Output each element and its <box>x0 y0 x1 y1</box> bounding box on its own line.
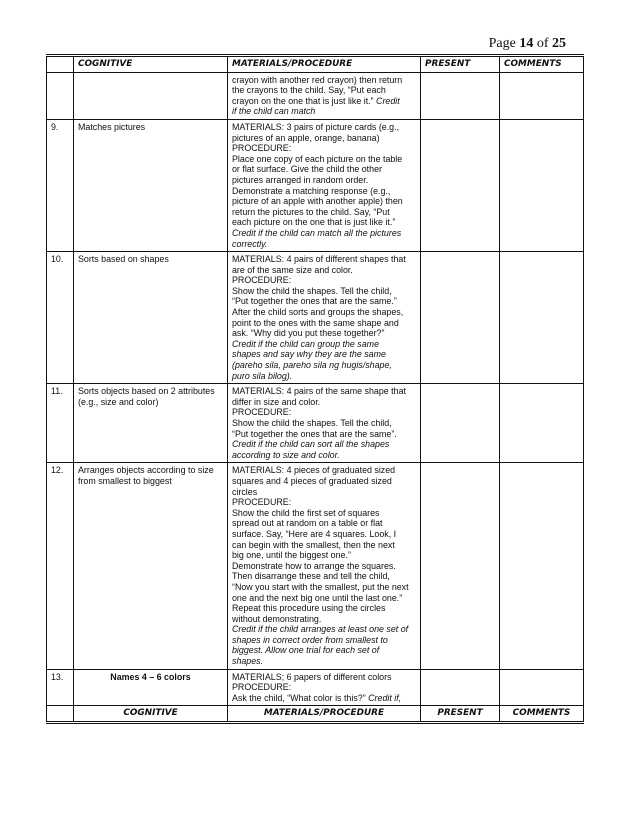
procedure-line-text: Show the child the shapes. Tell the child, <box>232 418 392 428</box>
procedure-line <box>232 497 416 508</box>
procedure-line <box>232 656 416 667</box>
procedure-line <box>232 407 416 418</box>
present-cell[interactable] <box>421 119 500 251</box>
table-body <box>47 72 584 706</box>
procedure-line <box>232 275 416 286</box>
skill-description: Names 4 – 6 colors <box>74 669 228 706</box>
procedure-line <box>232 593 416 604</box>
procedure-line-text: PROCEDURE: <box>232 497 292 508</box>
procedure-line-text: biggest. Allow one trial for each set of <box>232 645 380 656</box>
procedure-line-text: “Now you start with the smallest, put the next <box>232 581 409 592</box>
procedure-line-text: Repeat this procedure using the circles <box>232 603 386 614</box>
procedure-line-text: PROCEDURE: <box>232 407 292 418</box>
procedure-line <box>232 328 416 339</box>
procedure-line-text: are of the same size and color. <box>232 264 353 275</box>
procedure-line <box>232 239 416 250</box>
procedure-line-text: Credit if the child arranges at least one set of <box>232 624 409 635</box>
procedure-line <box>232 603 416 614</box>
procedure-line-text: MATERIALS: 4 pairs of different shapes that <box>232 254 406 265</box>
procedure-line-text: big one, until the biggest one.” <box>232 550 351 561</box>
comments-cell[interactable] <box>500 384 584 463</box>
table-row <box>47 669 584 706</box>
table-row <box>47 252 584 384</box>
procedure-line-text: pictures arranged in random order. <box>232 174 369 185</box>
procedure-line <box>232 518 416 529</box>
procedure-line <box>232 571 416 582</box>
procedure-line <box>232 96 416 107</box>
procedure-line-text: each picture on the one that is just like it.” <box>232 217 396 228</box>
procedure-line-credit: Credit if, <box>368 692 402 703</box>
procedure-line-text: PROCEDURE: <box>232 275 292 286</box>
procedure-line <box>232 318 416 329</box>
procedure-line-text: shapes and say why they are the same <box>232 349 386 360</box>
materials-procedure <box>228 72 421 119</box>
procedure-line-text: shapes in correct order from smallest to <box>232 634 388 645</box>
materials-procedure <box>228 252 421 384</box>
procedure-line <box>232 450 416 461</box>
procedure-line-text: squares and 4 pieces of graduated sized <box>232 475 392 486</box>
procedure-line <box>232 228 416 239</box>
procedure-line-text: picture of an apple with another apple) then <box>232 196 403 207</box>
procedure-line <box>232 561 416 572</box>
comments-cell[interactable] <box>500 119 584 251</box>
procedure-line-text: according to size and color. <box>232 449 340 460</box>
procedure-line-text: if the child can match <box>232 106 316 117</box>
procedure-line-text: circles <box>232 486 258 497</box>
procedure-line <box>232 154 416 165</box>
present-cell[interactable] <box>421 252 500 384</box>
comments-cell[interactable] <box>500 669 584 706</box>
procedure-line <box>232 624 416 635</box>
skill-description: Sorts based on shapes <box>74 252 228 384</box>
procedure-line <box>232 85 416 96</box>
item-number: 10. <box>47 252 74 384</box>
table-row <box>47 119 584 251</box>
procedure-line-text: Credit if the child can sort all the shapes <box>232 439 390 450</box>
procedure-line-text: ask. “Why did you put these together?” <box>232 328 385 339</box>
procedure-line-text: spread out at random on a table or flat <box>232 518 383 529</box>
procedure-line-text: without demonstrating. <box>232 613 322 624</box>
item-number: 9. <box>47 119 74 251</box>
procedure-line <box>232 106 416 117</box>
procedure-line-text: Ask the child, “What color is this?” <box>232 692 369 703</box>
procedure-line <box>232 186 416 197</box>
procedure-line <box>232 672 416 683</box>
header-present: PRESENT <box>421 56 500 73</box>
item-number <box>47 72 74 119</box>
procedure-line-text: After the child sorts and groups the shapes, <box>232 307 404 318</box>
procedure-line <box>232 439 416 450</box>
procedure-line-text: MATERIALS; 6 papers of different colors <box>232 671 392 682</box>
procedure-line-text: Show the child the shapes. Tell the child, <box>232 285 392 296</box>
procedure-line <box>232 339 416 350</box>
page-current: 14 <box>519 36 534 51</box>
procedure-line-text: MATERIALS: 4 pairs of the same shape that <box>232 386 406 397</box>
procedure-line-text: puro sila bilog). <box>232 370 293 381</box>
table-row <box>47 463 584 669</box>
procedure-line-text: Demonstrate a matching response (e.g., <box>232 185 391 196</box>
skill-description: Sorts objects based on 2 attributes (e.g., size and color) <box>74 384 228 463</box>
footer-present: PRESENT <box>421 706 500 723</box>
procedure-line-text: correctly. <box>232 238 268 249</box>
procedure-line <box>232 508 416 519</box>
procedure-line-text: Credit if the child can match all the pictures <box>232 227 402 238</box>
table-row <box>47 384 584 463</box>
procedure-line <box>232 133 416 144</box>
header-number-cell <box>47 56 74 73</box>
procedure-line <box>232 307 416 318</box>
procedure-line <box>232 371 416 382</box>
procedure-line-text: crayon on the one that is just like it.” <box>232 95 377 106</box>
procedure-line <box>232 122 416 133</box>
header-materials: MATERIALS/PROCEDURE <box>228 56 421 73</box>
present-cell[interactable] <box>421 463 500 669</box>
procedure-line <box>232 682 416 693</box>
materials-procedure <box>228 669 421 706</box>
procedure-line <box>232 550 416 561</box>
comments-cell[interactable] <box>500 72 584 119</box>
procedure-line <box>232 286 416 297</box>
procedure-line <box>232 487 416 498</box>
present-cell[interactable] <box>421 72 500 119</box>
table-row <box>47 72 584 119</box>
item-number: 12. <box>47 463 74 669</box>
materials-procedure <box>228 384 421 463</box>
procedure-line <box>232 582 416 593</box>
skill-description: Matches pictures <box>74 119 228 251</box>
procedure-line-text: surface. Say, “Here are 4 squares. Look, I <box>232 528 397 539</box>
comments-cell[interactable] <box>500 463 584 669</box>
procedure-line-text: point to the ones with the same shape and <box>232 317 399 328</box>
skill-description: Arranges objects according to size from smallest to biggest <box>74 463 228 669</box>
procedure-line <box>232 164 416 175</box>
procedure-line-text: MATERIALS: 3 pairs of picture cards (e.g., <box>232 121 400 132</box>
page-label: Page <box>488 36 516 51</box>
procedure-line-text: or flat surface. Give the child the other <box>232 164 382 175</box>
procedure-line <box>232 645 416 656</box>
procedure-line-text: return the pictures to the child. Say, “Put <box>232 206 390 217</box>
procedure-line-text: “Put together the ones that are the same.” <box>232 296 397 307</box>
procedure-line <box>232 265 416 276</box>
procedure-line-text: differ in size and color. <box>232 396 321 407</box>
page-number <box>489 36 566 52</box>
procedure-line <box>232 476 416 487</box>
procedure-line-text: Then disarrange these and tell the child, <box>232 571 390 582</box>
procedure-line-text: can begin with the smallest, then the next <box>232 539 395 550</box>
procedure-line <box>232 175 416 186</box>
procedure-line-text: (pareho sila, pareho sila ng hugis/shape, <box>232 360 392 371</box>
header-comments: COMMENTS <box>500 56 584 73</box>
procedure-line <box>232 207 416 218</box>
procedure-line <box>232 465 416 476</box>
procedure-line <box>232 540 416 551</box>
procedure-line <box>232 635 416 646</box>
procedure-line-text: PROCEDURE: <box>232 143 292 154</box>
procedure-line-text: Show the child the first set of squares <box>232 507 380 518</box>
procedure-line <box>232 418 416 429</box>
procedure-line <box>232 386 416 397</box>
procedure-line-text: pictures of an apple, orange, banana) <box>232 132 380 143</box>
procedure-line <box>232 614 416 625</box>
comments-cell[interactable] <box>500 252 584 384</box>
footer-materials: MATERIALS/PROCEDURE <box>228 706 421 723</box>
procedure-line <box>232 693 416 704</box>
item-number: 13. <box>47 669 74 706</box>
footer-cognitive: COGNITIVE <box>74 706 228 723</box>
skill-description <box>74 72 228 119</box>
footer-number-cell <box>47 706 74 723</box>
procedure-line <box>232 397 416 408</box>
footer-comments: COMMENTS <box>500 706 584 723</box>
procedure-line-text: Credit if the child can group the same <box>232 338 380 349</box>
procedure-line <box>232 360 416 371</box>
procedure-line <box>232 349 416 360</box>
procedure-line-text: Demonstrate how to arrange the squares. <box>232 560 396 571</box>
table-header-top <box>47 56 584 73</box>
header-cognitive: COGNITIVE <box>74 56 228 73</box>
procedure-line-text: Place one copy of each picture on the table <box>232 153 403 164</box>
procedure-line-text: MATERIALS: 4 pieces of graduated sized <box>232 465 396 476</box>
materials-procedure <box>228 119 421 251</box>
procedure-line-text: “Put together the ones that are the same”. <box>232 428 397 439</box>
present-cell[interactable] <box>421 669 500 706</box>
procedure-line <box>232 429 416 440</box>
procedure-line-text: shapes. <box>232 656 264 667</box>
procedure-line <box>232 296 416 307</box>
procedure-line-text: PROCEDURE: <box>232 682 292 693</box>
present-cell[interactable] <box>421 384 500 463</box>
procedure-line <box>232 529 416 540</box>
page-of: of <box>536 36 549 51</box>
procedure-line <box>232 254 416 265</box>
procedure-line <box>232 75 416 86</box>
item-number: 11. <box>47 384 74 463</box>
materials-procedure <box>228 463 421 669</box>
procedure-line <box>232 217 416 228</box>
procedure-line-credit: Credit <box>376 95 400 106</box>
procedure-line <box>232 143 416 154</box>
procedure-line-text: the crayons to the child. Say, “Put each <box>232 85 386 96</box>
page-total: 25 <box>552 36 566 51</box>
procedure-line-text: one and the next big one until the last one.” <box>232 592 403 603</box>
procedure-line <box>232 196 416 207</box>
table-header-bottom <box>47 706 584 723</box>
procedure-line-text: crayon with another red crayon) then return <box>232 74 403 85</box>
assessment-table <box>46 54 584 724</box>
